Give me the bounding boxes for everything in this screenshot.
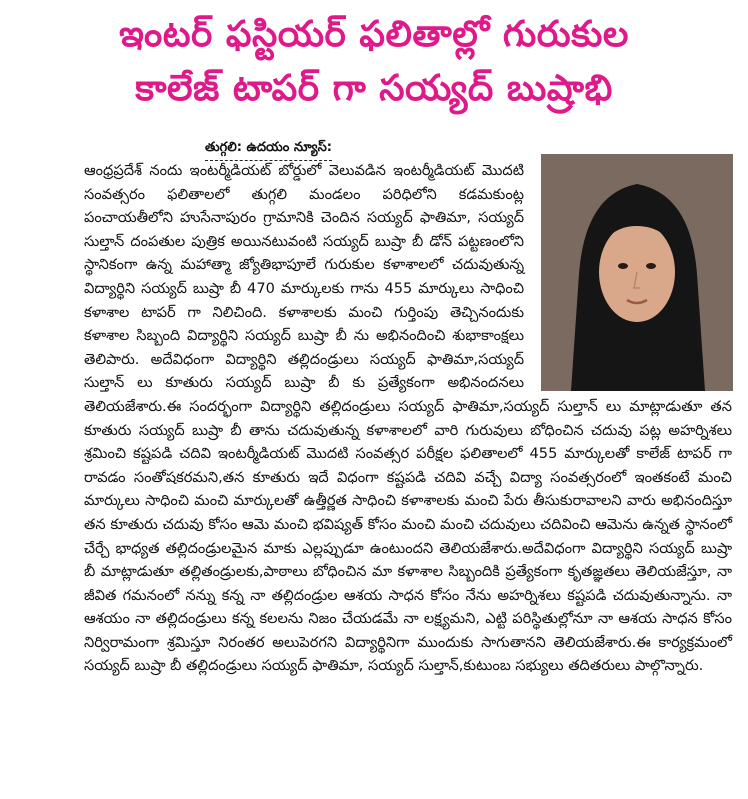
headline-line-1: ఇంటర్ ఫస్టియర్ ఫలితాల్లో గురుకుల	[119, 14, 629, 55]
article-body	[84, 159, 732, 678]
headline	[0, 8, 748, 116]
dateline: తుగ్గలి: ఉదయం న్యూస్:	[205, 140, 332, 161]
headline-line-2: కాలేజ్ టాపర్ గా సయ్యద్ బుష్రాభి	[135, 68, 613, 109]
article-text: ఆంధ్రప్రదేశ్ నందు ఇంటర్మీడియట్ బోర్డులో వెలువడిన ఇంటర్మీడియట్ మొదటి సంవత్సరం ఫలితాలలో తుగ్గలి మండలం పరిధిలోని కడమకుంట్ల పంచాయతీలోని హుసేనాపురం గ్రామానికి చెందిన సయ్యద్ ఫాతిమా, సయ్యద్ సుల్తాన్ దంపతుల పుత్రిక అయినటువంటి సయ్యద్ బుష్రా బీ డోన్ పట్టణంలోని స్థానికంగా ఉన్న మహాత్మా జ్యోతిభాపూలే గురుకుల కళాశాలలో చదువుతున్న విద్యార్థిని సయ్యద్ బుష్రా బీ 470 మార్కులకు గాను 455 మార్కులు సాధించి కళాశాల టాపర్ గా నిలిచింది. కళాశాలకు మంచి గుర్తింపు తెచ్చినందుకు కళాశాల సిబ్బంది విద్యార్థిని సయ్యద్ బుష్రా బీ ను అభినందించి శుభాకాంక్షలు తెలిపారు. అదేవిధంగా విద్యార్థిని తల్లిదండ్రులు సయ్యద్ ఫాతిమా,సయ్యద్ సుల్తాన్ లు కూతురు సయ్యద్ బుష్రా బీ కు ప్రత్యేకంగా అభినందనలు తెలియజేశారు.ఈ సందర్భంగా విద్యార్థిని తల్లిదండ్రులు సయ్యద్ ఫాతిమా,సయ్యద్ సుల్తాన్ లు మాట్లాడుతూ తన కూతురు సయ్యద్ బుష్రా బీ తాను చదువుతున్న కళాశాలలో వారి గురువులు బోధించిన చదువు పట్ల అహర్నిశలు శ్రమించి కష్టపడి చదివి ఇంటర్మీడియట్ మొదటి సంవత్సర పరీక్షల ఫలితాలలో 455 మార్కులతో కాలేజ్ టాపర్ గా రావడం సంతోషకరమని,తన కూతురు ఇదే విధంగా కష్టపడి చదివి వచ్చే విద్యా సంవత్సరంలో ఇంతకంటే మంచి మార్కులు సాధించి మంచి మార్కులతో ఉత్తీర్ణత సాధించి కళాశాలకు మంచి పేరు తీసుకురావాలని వారు అభినందిస్తూ తన కూతురు చదువు కోసం ఆమె మంచి భవిష్యత్ కోసం మంచి మంచి చదువులు చదివించి ఆమెను ఉన్నత స్థానంలో చేర్చే భాధ్యత తల్లిదండ్రులమైన మాకు ఎల్లప్పుడూ ఉంటుందని తెలియజేశారు.అదేవిధంగా విద్యార్థిని సయ్యద్ బుష్రా బీ మాట్లాడుతూ తల్లితండ్రులకు,పాఠాలు బోధించిన మా కళాశాల సిబ్బందికి ప్రత్యేకంగా కృతజ్ఞతలు తెలియజేస్తూ, నా జీవిత గమనంలో నన్ను కన్న నా తల్లిదండ్రుల ఆశయ సాధన కోసం నేను అహర్నిశలు కష్టపడి చదువుతున్నాను. నా ఆశయం నా తల్లిదండ్రులు కన్న కలలను నిజం చేయడమే నా లక్ష్యమని, ఎట్టి పరిస్థితుల్లోనూ నా ఆశయ సాధన కోసం నిర్విరామంగా శ్రమిస్తూ నిరంతర అలుపెరగని విద్యార్థినిగా ముందుకు సాగుతానని తెలియజేశారు.ఈ కార్యక్రమంలో సయ్యద్ బుష్రా బీ తల్లిదండ్రులు సయ్యద్ ఫాతిమా, సయ్యద్ సుల్తాన్,కుటుంబ సభ్యులు తదితరులు పాల్గొన్నారు.	[84, 162, 732, 675]
